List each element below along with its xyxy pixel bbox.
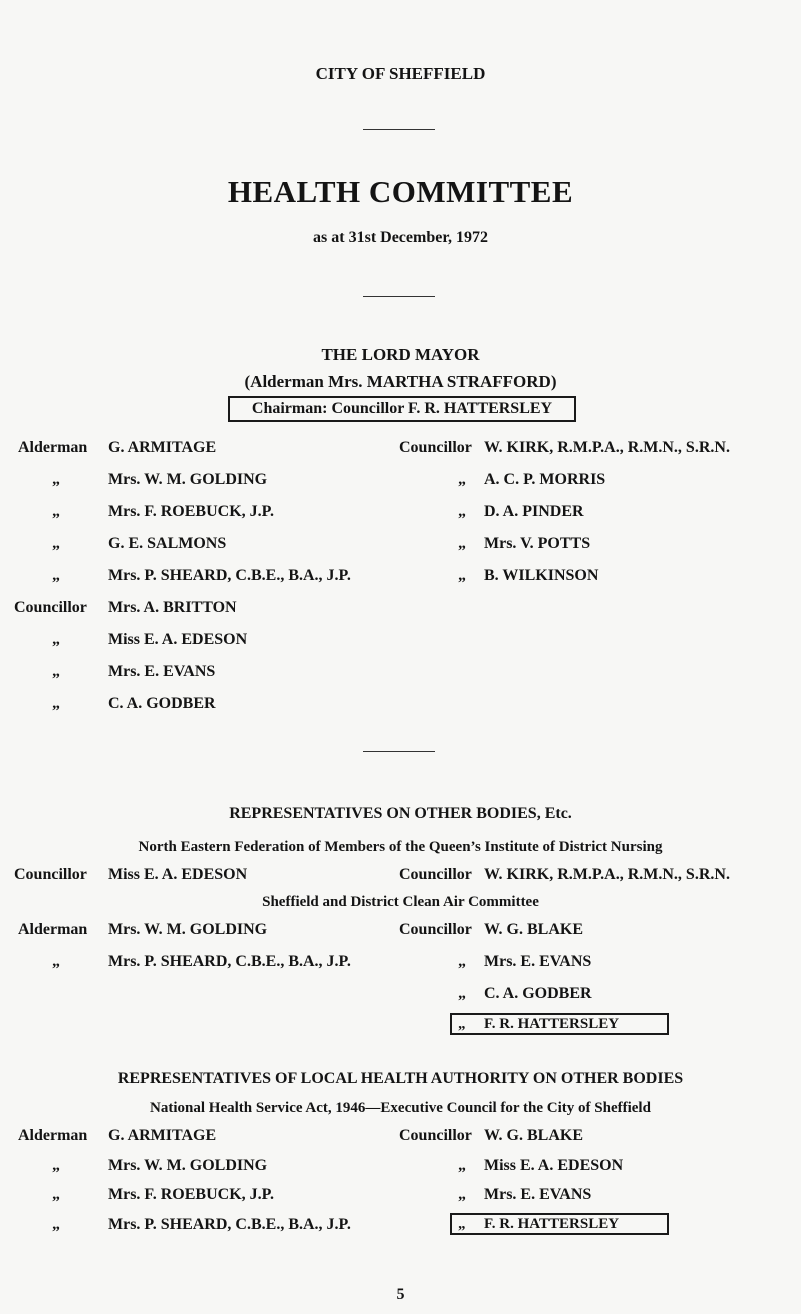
member-name: W. G. BLAKE <box>484 1127 583 1144</box>
section-heading-lha: REPRESENTATIVES OF LOCAL HEALTH AUTHORITY ON OTHER BODIES <box>117 1070 684 1087</box>
member-name: Miss E. A. EDESON <box>108 866 248 883</box>
lord-mayor-heading: THE LORD MAYOR <box>321 345 480 364</box>
page-number: 5 <box>396 1286 405 1303</box>
member-title: „ <box>458 953 466 970</box>
body-executive-council: National Health Service Act, 1946—Executive Council for the City of Sheffield <box>150 1100 651 1116</box>
member-title: „ <box>52 1216 60 1233</box>
member-title: Alderman <box>18 1127 88 1144</box>
member-title: „ <box>52 631 60 648</box>
member-name: Mrs. P. SHEARD, C.B.E., B.A., J.P. <box>108 1216 351 1233</box>
member-title: „ <box>458 1186 466 1203</box>
member-title: „ <box>52 953 60 970</box>
member-name: W. KIRK, R.M.P.A., R.M.N., S.R.N. <box>484 866 730 883</box>
member-title: „ <box>52 471 60 488</box>
member-title: Councillor <box>399 866 472 883</box>
member-title: „ <box>458 535 466 552</box>
boxed-member <box>450 1213 669 1235</box>
divider <box>363 296 435 297</box>
member-name: C. A. GODBER <box>484 985 592 1002</box>
member-name: G. E. SALMONS <box>108 535 227 552</box>
member-title: Councillor <box>399 921 472 938</box>
date-subtitle: as at 31st December, 1972 <box>313 229 488 246</box>
section-heading-representatives: REPRESENTATIVES ON OTHER BODIES, Etc. <box>229 805 572 822</box>
member-title: „ <box>458 1216 466 1232</box>
member-name: G. ARMITAGE <box>108 1127 217 1144</box>
member-name: Mrs. E. EVANS <box>108 663 216 680</box>
member-title: „ <box>458 1016 466 1032</box>
boxed-member <box>450 1013 669 1035</box>
divider <box>363 129 435 130</box>
member-name: Miss E. A. EDESON <box>484 1157 624 1174</box>
member-title: „ <box>458 985 466 1002</box>
member-title: „ <box>52 663 60 680</box>
member-name: Mrs. F. ROEBUCK, J.P. <box>108 503 274 520</box>
city-heading: CITY OF SHEFFIELD <box>315 64 486 83</box>
member-name: F. R. HATTERSLEY <box>484 1016 620 1032</box>
member-title: Councillor <box>14 599 87 616</box>
member-name: W. G. BLAKE <box>484 921 583 938</box>
lord-mayor-name: (Alderman Mrs. MARTHA STRAFFORD) <box>244 372 557 391</box>
member-name: Mrs. V. POTTS <box>484 535 591 552</box>
member-name: Mrs. E. EVANS <box>484 1186 592 1203</box>
member-title: „ <box>458 567 466 584</box>
member-title: „ <box>52 567 60 584</box>
body-nursing: North Eastern Federation of Members of the Queen’s Institute of District Nursing <box>138 839 663 855</box>
member-title: Alderman <box>18 439 88 456</box>
member-title: „ <box>52 1186 60 1203</box>
member-title: Councillor <box>14 866 87 883</box>
member-name: Mrs. W. M. GOLDING <box>108 1157 268 1174</box>
member-name: A. C. P. MORRIS <box>484 471 606 488</box>
divider <box>363 751 435 752</box>
member-title: „ <box>52 535 60 552</box>
member-name: Mrs. P. SHEARD, C.B.E., B.A., J.P. <box>108 567 351 584</box>
member-name: W. KIRK, R.M.P.A., R.M.N., S.R.N. <box>484 439 730 456</box>
page-title: HEALTH COMMITTEE <box>227 174 574 209</box>
member-title: „ <box>458 1157 466 1174</box>
member-title: Alderman <box>18 921 88 938</box>
member-name: Mrs. W. M. GOLDING <box>108 921 268 938</box>
member-title: Councillor <box>399 1127 472 1144</box>
member-name: Mrs. E. EVANS <box>484 953 592 970</box>
member-title: „ <box>458 503 466 520</box>
member-name: D. A. PINDER <box>484 503 584 520</box>
member-name: Mrs. W. M. GOLDING <box>108 471 268 488</box>
member-name: Mrs. F. ROEBUCK, J.P. <box>108 1186 274 1203</box>
member-name: C. A. GODBER <box>108 695 216 712</box>
member-name: Miss E. A. EDESON <box>108 631 248 648</box>
chairman-box: Chairman: Councillor F. R. HATTERSLEY <box>228 396 576 422</box>
member-name: F. R. HATTERSLEY <box>484 1216 620 1232</box>
member-title: „ <box>52 503 60 520</box>
member-title: „ <box>52 1157 60 1174</box>
body-clean-air: Sheffield and District Clean Air Committee <box>262 894 539 910</box>
member-name: Mrs. P. SHEARD, C.B.E., B.A., J.P. <box>108 953 351 970</box>
member-name: G. ARMITAGE <box>108 439 217 456</box>
member-name: B. WILKINSON <box>484 567 599 584</box>
member-title: „ <box>458 471 466 488</box>
member-name: Mrs. A. BRITTON <box>108 599 237 616</box>
member-title: Councillor <box>399 439 472 456</box>
member-title: „ <box>52 695 60 712</box>
